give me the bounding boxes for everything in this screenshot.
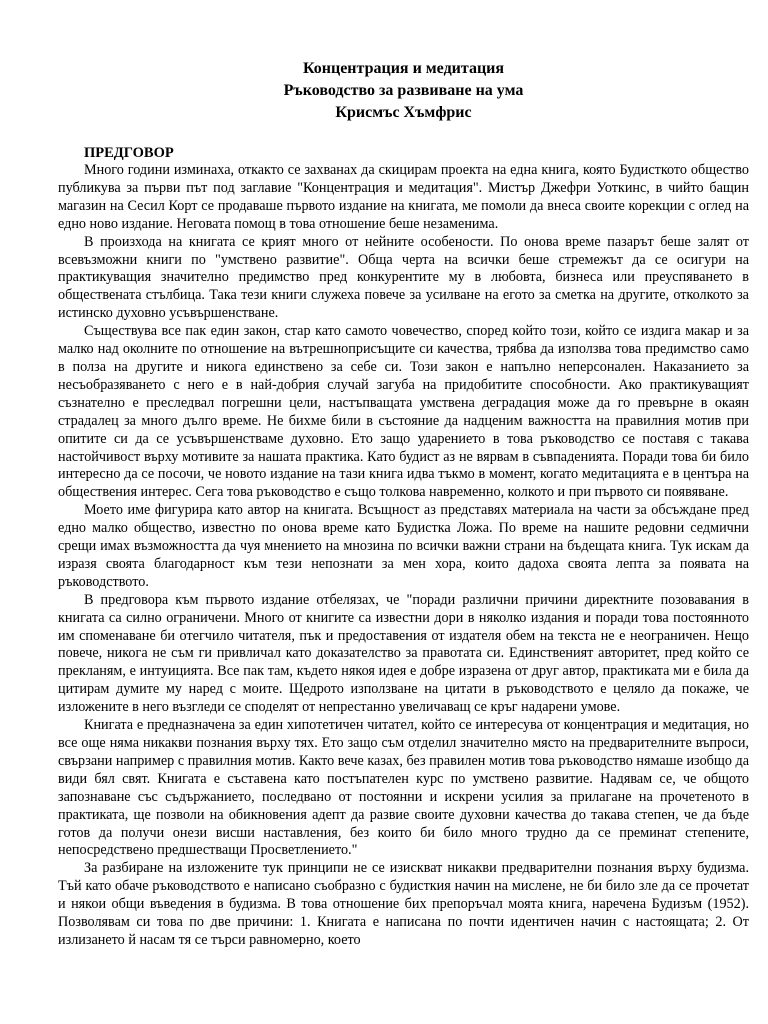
document-title: Концентрация и медитация	[302, 60, 505, 77]
paragraph: В произхода на книгата се крият много от нейните особености. По онова време пазарът беше залят от всевъзможни книги по "умствено развитие". Обща черта на всички беше стремежът да се осигури на практикуващия значително предимство пред конкурентите му в любовта, бизнеса или преуспяването в обществената стълбица. Така тези книги служеха повече за усилване на егото за сметка на другите, отколкото за истинско духовно усъвършенстване.	[58, 233, 749, 322]
paragraph: Съществува все пак един закон, стар като самото човечество, според който този, който се издига макар и за малко над околните по отношение на вътрешноприсъщите си качества, трябва да използва това предимство само в полза на другите и никога единствено за себе си. Този закон е напълно неперсонален. Наказанието за несъобразяването с него е в най-добрия случай загуба на придобитите способности. Ако практикуващият съзнателно е преследвал погрешни цели, настъпващата умствена деградация може да го превърне в окаян страдалец за много дълго време. Не бихме били в състояние да надценим важността на правилния мотив при опитите си да се усъвършенстваме духовно. Ето защо ударението в това ръководство се поставя с такава настойчивост върху мотивите за нашата практика. Като будист аз не вярвам в съвпаденията. Поради това би било интересно да се посочи, че новото издание на тази книга идва тъкмо в момент, когато медитацията е в центъра на обществения интерес. Сега това ръководство е също толкова навременно, колкото и при първото си появяване.	[58, 323, 749, 501]
paragraph: Книгата е предназначена за един хипотетичен читател, който се интересува от концентрация и медитация, но все още няма никакви познания върху тях. Ето защо съм отделил значително място на предварителните въпроси, свързани например с правилния мотив. Както вече казах, без правилен мотив това ръководство нямаше изобщо да види бял свят. Книгата е съставена като постъпателен курс по умствено развитие. Надявам се, че общото запознаване със съдържанието, последвано от постоянни и искрени усилия за прилагане на прочетеното в практиката, ще позволи на обикновения адепт да развие своите духовни качества до такава степен, че да бъде готов да получи онези висши наставления, без които би било много трудно да се преминат степените, непосредствено предшестващи Просветлението."	[58, 717, 749, 859]
section-heading-foreword: ПРЕДГОВОР	[84, 145, 174, 161]
paragraph: За разбиране на изложените тук принципи не се изискват никакви предварителни познания върху будизма. Тъй като обаче ръководството е написано съобразно с будисткия начин на мислене, не би било зле да се прочетат и някои общи въведения в будизма. В това отношение бих препоръчал моята книга, наречена Будизъм (1952). Позволявам си това по две причини: 1. Книгата е написана по почти идентичен начин с настоящата; 2. От излизането й насам тя се търси равномерно, което	[58, 860, 749, 948]
document-body	[58, 162, 749, 950]
paragraph: В предговора към първото издание отбелязах, че "поради различни причини директните позовавания в книгата са силно ограничени. Много от книгите са известни дори в няколко издания и поради това постоянното им споменаване би отегчило читателя, пък и предоставения от издателя обем на текста не е неограничен. Нещо повече, никога не съм ги привличал като доказателство за правотата си. Единственият авторитет, пред който се прекланям, е интуицията. Все пак там, където някоя идея е добре изразена от друг автор, практиката ми е била да цитирам думите му наред с моите. Щедрото използване на цитати в ръководството е целяло да покаже, че изложените в него възгледи се споделят от непрестанно увеличаващ се кръг надарени умове.	[58, 591, 749, 716]
document-page	[58, 58, 768, 950]
document-title-block	[58, 58, 749, 124]
document-subtitle: Ръководство за развиване на ума	[283, 82, 524, 99]
paragraph: Моето име фигурира като автор на книгата. Всъщност аз представях материала на части за обсъждане пред едно малко общество, известно по онова време като Будистка Ложа. По време на нашите редовни седмични срещи имах възможността да чуя мнението на мнозина по всички важни страни на бъдещата книга. Тук искам да изразя своята благодарност към тези непознати за мен хора, които дадоха своята лепта за появата на ръководството.	[58, 502, 749, 590]
paragraph: Много години изминаха, откакто се захванах да скицирам проекта на една книга, която Будисткото общество публикува за първи път под заглавие "Концентрация и медитация". Мистър Джефри Уоткинс, в чийто бащин магазин на Сесил Корт се продаваше първото издание на книгата, ме помоли да внеса своите корекции с оглед на едно ново издание. Неговата помощ в това отношение беше незаменима.	[58, 162, 749, 232]
document-author: Крисмъс Хъмфрис	[335, 104, 472, 121]
